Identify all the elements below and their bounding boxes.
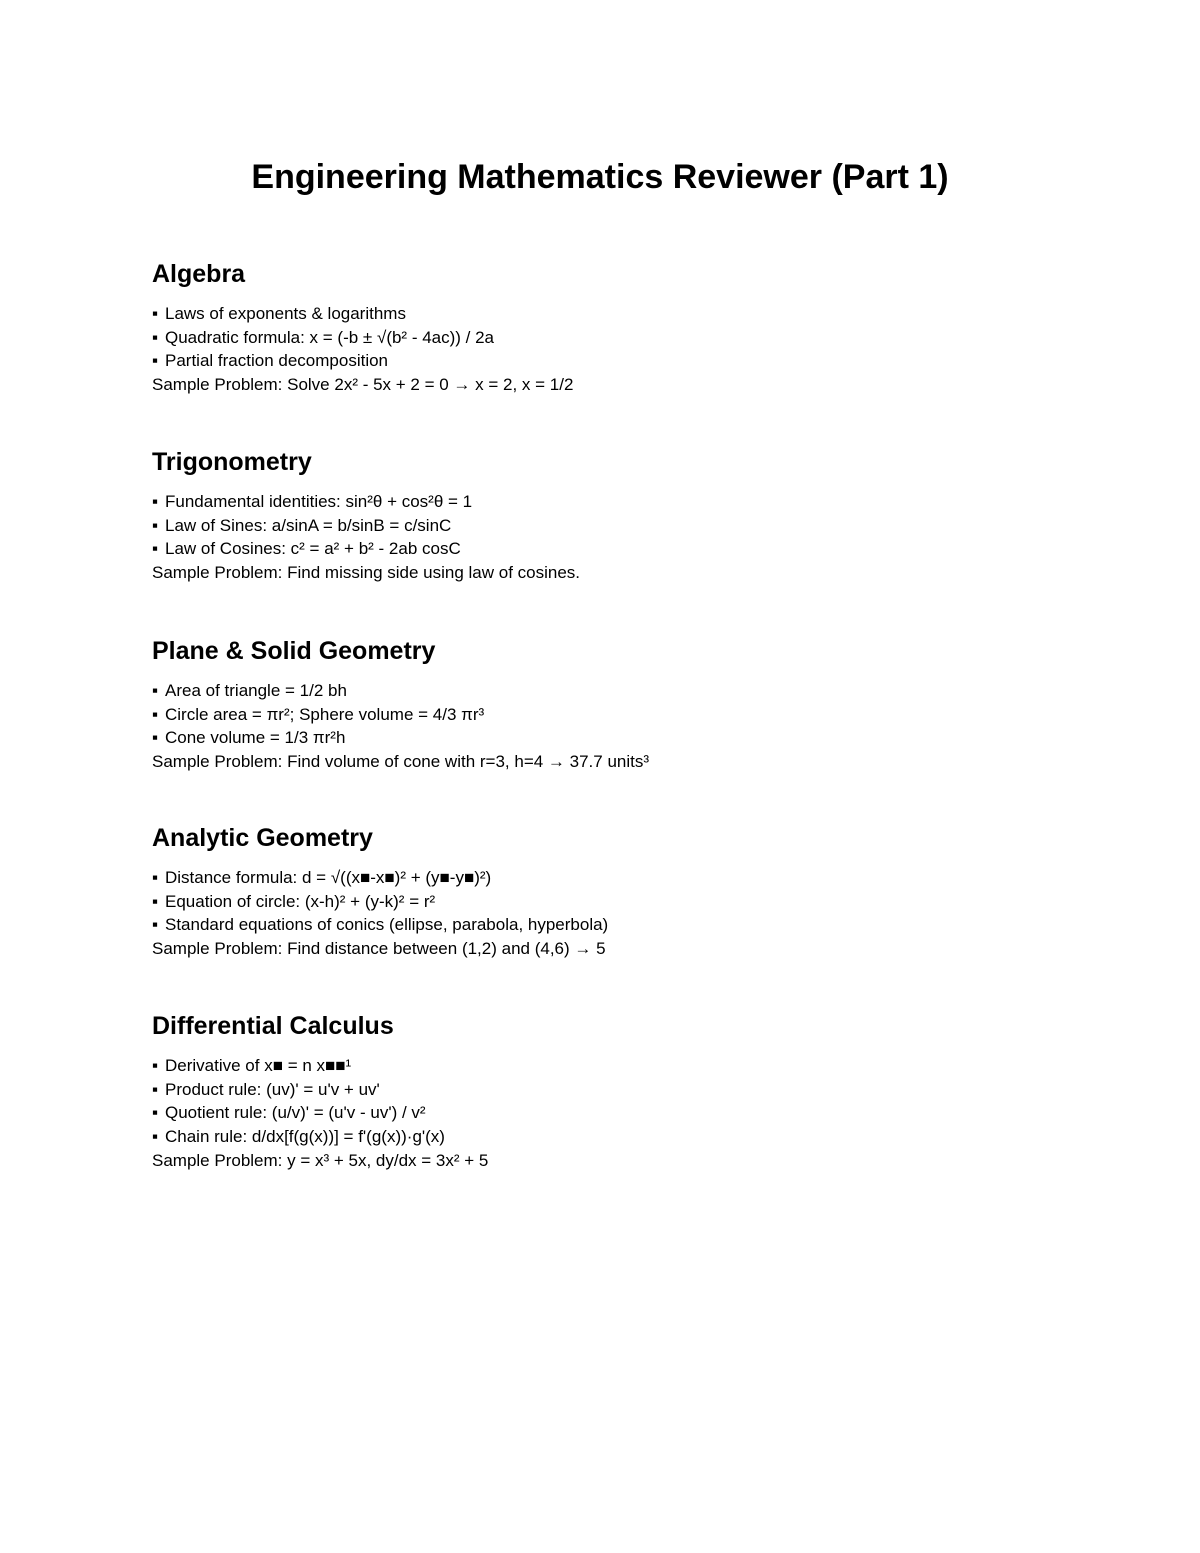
section-algebra: [152, 258, 1112, 397]
bullet-text: Law of Sines: a/sinA = b/sinB = c/sinC: [165, 515, 452, 535]
section-plane-solid-geometry: [152, 635, 1112, 774]
bullet-icon: ▪: [152, 492, 159, 511]
bullet-icon: ▪: [152, 1056, 159, 1075]
bullet-icon: ▪: [152, 728, 159, 748]
section-trigonometry: [152, 446, 1112, 585]
sample-problem: Sample Problem: Find missing side using law of cosines.: [152, 563, 581, 583]
bullet-icon: ▪: [152, 1127, 159, 1147]
section-heading: Analytic Geometry: [152, 824, 373, 852]
bullet-item: [152, 537, 1112, 561]
section-heading: Differential Calculus: [152, 1012, 394, 1040]
bullet-item: [152, 326, 1112, 350]
bullet-item: [152, 866, 1112, 890]
bullet-icon: ▪: [152, 539, 159, 559]
bullet-item: [152, 302, 1112, 326]
bullet-icon: ▪: [152, 327, 159, 347]
bullet-text: Product rule: (uv)' = u'v + uv': [165, 1079, 380, 1099]
section-heading: Plane & Solid Geometry: [152, 637, 436, 665]
bullet-text: Law of Cosines: c² = a² + b² - 2ab cosC: [165, 539, 461, 559]
bullet-item: [152, 726, 1112, 750]
bullet-text: Equation of circle: (x-h)² + (y-k)² = r²: [165, 891, 436, 911]
bullet-text: Standard equations of conics (ellipse, parabola, hyperbola): [165, 915, 609, 935]
bullet-text: Quadratic formula: x = (-b ± √(b² - 4ac)) / 2a: [165, 327, 495, 347]
bullet-icon: ▪: [152, 1103, 159, 1123]
sample-problem: Sample Problem: Solve 2x² - 5x + 2 = 0 → x = 2, x = 1/2: [152, 375, 574, 395]
bullet-item: [152, 1101, 1112, 1125]
bullet-item: [152, 890, 1112, 914]
bullet-text: Area of triangle = 1/2 bh: [165, 681, 347, 700]
bullet-icon: ▪: [152, 868, 159, 887]
bullet-text: Quotient rule: (u/v)' = (u'v - uv') / v²: [165, 1103, 426, 1123]
bullet-item: [152, 514, 1112, 538]
bullet-item: [152, 1078, 1112, 1102]
bullet-icon: ▪: [152, 515, 159, 535]
bullet-text: Derivative of x■ = n x■■¹: [165, 1056, 352, 1075]
bullet-icon: ▪: [152, 891, 159, 911]
bullet-item: [152, 349, 1112, 373]
sample-problem: Sample Problem: y = x³ + 5x, dy/dx = 3x² + 5: [152, 1150, 489, 1170]
bullet-item: [152, 913, 1112, 937]
bullet-icon: ▪: [152, 351, 159, 371]
section-analytic-geometry: [152, 822, 1112, 961]
bullet-text: Laws of exponents & logarithms: [165, 304, 406, 323]
bullet-icon: ▪: [152, 681, 159, 700]
bullet-text: Distance formula: d = √((x■-x■)² + (y■-y■)²): [165, 868, 492, 887]
bullet-item: [152, 490, 1112, 514]
section-differential-calculus: [152, 1010, 1112, 1173]
bullet-item: [152, 1054, 1112, 1078]
bullet-item: [152, 703, 1112, 727]
bullet-icon: ▪: [152, 1079, 159, 1099]
bullet-icon: ▪: [152, 304, 159, 323]
bullet-icon: ▪: [152, 915, 159, 935]
bullet-text: Circle area = πr²; Sphere volume = 4/3 πr³: [165, 704, 485, 724]
sample-problem: Sample Problem: Find volume of cone with r=3, h=4 → 37.7 units³: [152, 752, 650, 772]
bullet-text: Chain rule: d/dx[f(g(x))] = f'(g(x))·g'(x): [165, 1127, 445, 1147]
bullet-text: Partial fraction decomposition: [165, 351, 389, 371]
sample-problem: Sample Problem: Find distance between (1,2) and (4,6) → 5: [152, 939, 606, 959]
section-heading: Algebra: [152, 260, 246, 288]
bullet-text: Cone volume = 1/3 πr²h: [165, 728, 346, 748]
bullet-item: [152, 679, 1112, 703]
document-title: Engineering Mathematics Reviewer (Part 1): [251, 158, 949, 196]
bullet-icon: ▪: [152, 704, 159, 724]
section-heading: Trigonometry: [152, 448, 312, 476]
bullet-text: Fundamental identities: sin²θ + cos²θ = 1: [165, 492, 473, 511]
bullet-item: [152, 1125, 1112, 1149]
